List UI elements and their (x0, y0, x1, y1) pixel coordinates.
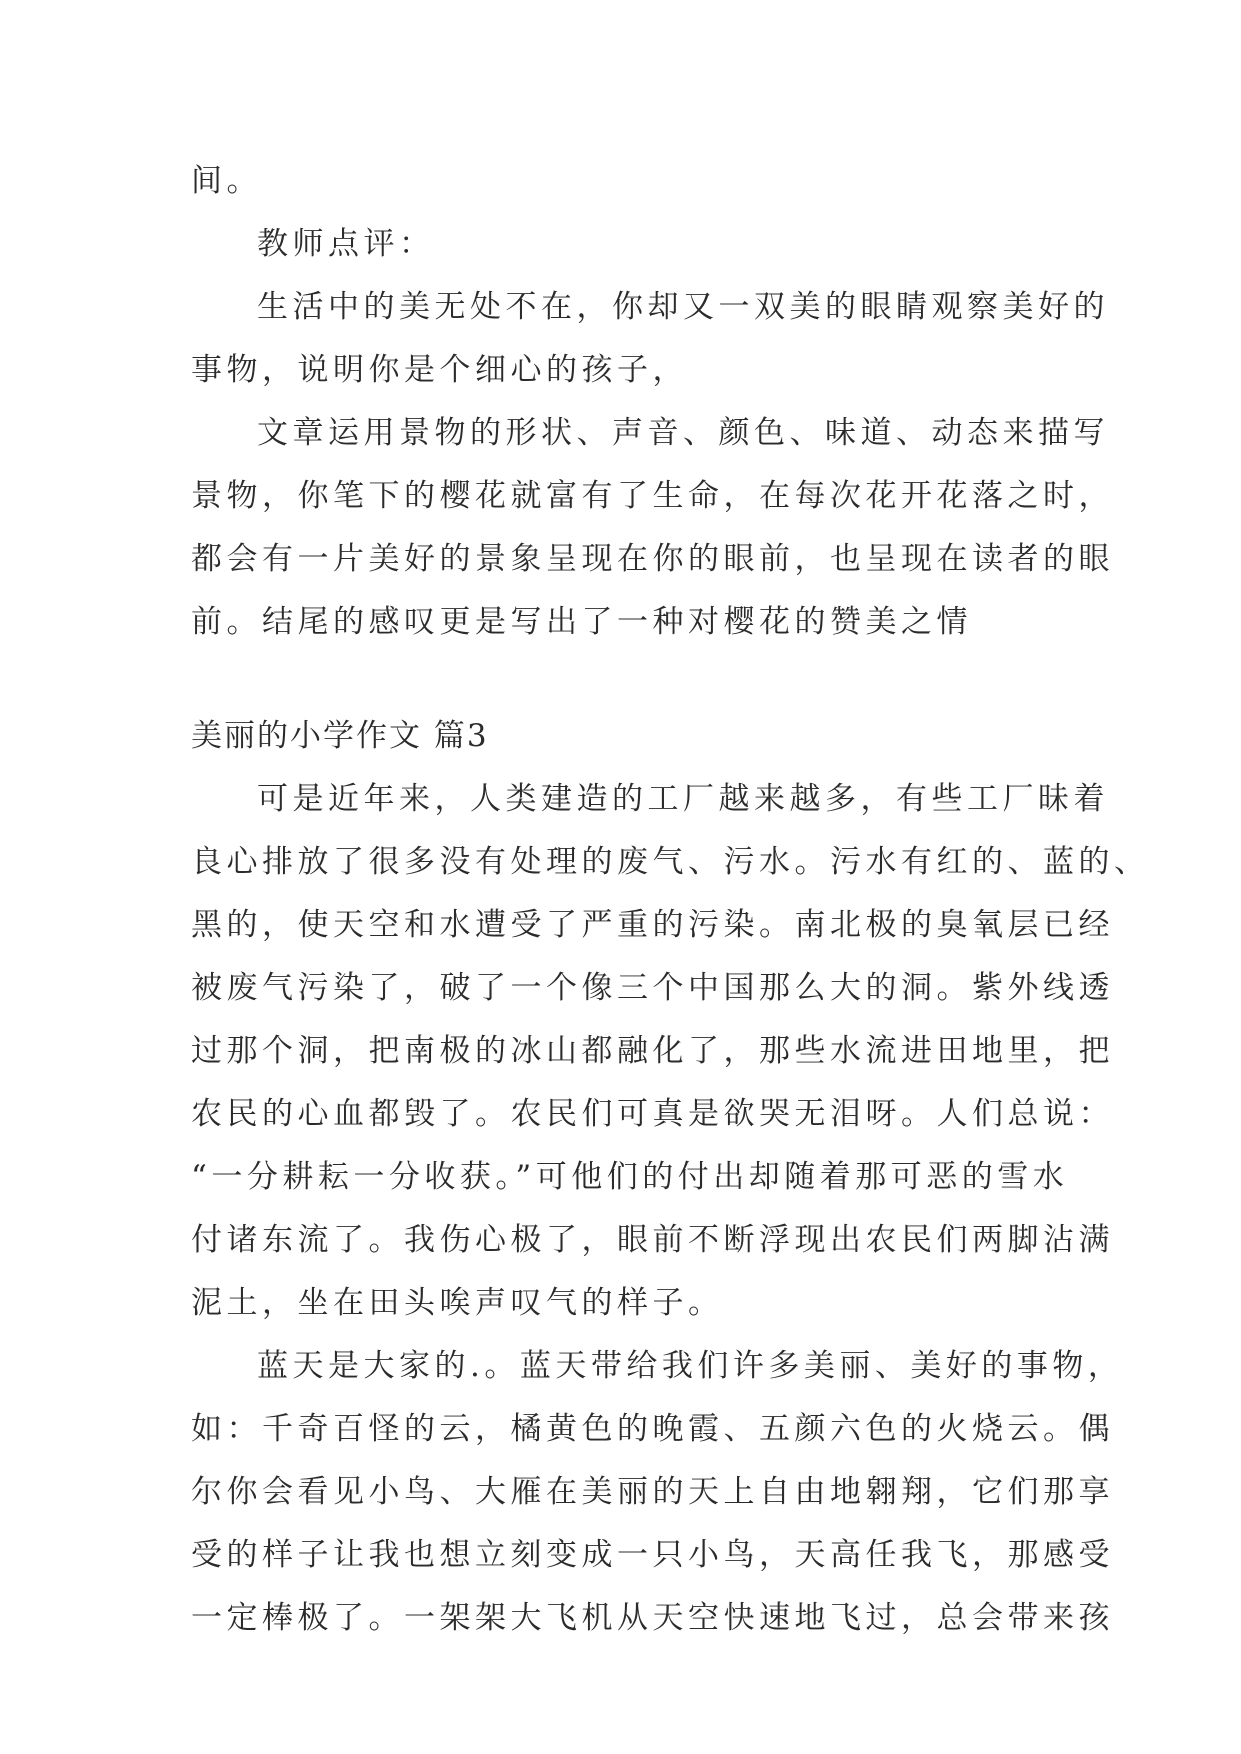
text-line: 可是近年来，人类建造的工厂越来越多，有些工厂昧着 (257, 781, 1109, 817)
text-line: 尔你会看见小鸟、大雁在美丽的天上自由地翱翔，它们那享 (191, 1474, 1114, 1510)
text-line: 被废气污染了，破了一个像三个中国那么大的洞。紫外线透 (191, 970, 1114, 1006)
teacher-comment-paragraph-1 (191, 276, 1109, 402)
paragraph-tail-line: 间。 (191, 163, 262, 199)
text-line: 黑的，使天空和水遭受了严重的污染。南北极的臭氧层已经 (191, 907, 1114, 943)
document-body (191, 150, 1150, 1650)
text-line: 前。结尾的感叹更是写出了一种对樱花的赞美之情 (191, 604, 972, 640)
text-line: 付诸东流了。我伤心极了，眼前不断浮现出农民们两脚沾满 (191, 1222, 1114, 1258)
text-line: 文章运用景物的形状、声音、颜色、味道、动态来描写 (257, 415, 1109, 451)
text-line: “一分耕耘一分收获。”可他们的付出却随着那可恶的雪水 (191, 1159, 1069, 1195)
text-line: 景物，你笔下的樱花就富有了生命，在每次花开花落之时， (191, 478, 1114, 514)
essay-paragraph-2 (191, 1335, 1124, 1650)
section-spacer (191, 654, 1051, 705)
essay-paragraph-1 (191, 768, 1150, 1335)
text-line: 农民的心血都毁了。农民们可真是欲哭无泪呀。人们总说： (191, 1096, 1114, 1132)
section-title: 美丽的小学作文 篇3 (191, 718, 489, 754)
teacher-comment-label: 教师点评： (257, 226, 435, 262)
text-line: 泥土，坐在田头唉声叹气的样子。 (191, 1285, 724, 1321)
text-line: 良心排放了很多没有处理的废气、污水。污水有红的、蓝的、 (191, 844, 1150, 880)
teacher-comment-paragraph-2 (191, 402, 1114, 654)
text-line: 过那个洞，把南极的冰山都融化了，那些水流进田地里，把 (191, 1033, 1114, 1069)
text-line: 事物，说明你是个细心的孩子， (191, 352, 688, 388)
text-line: 一定棒极了。一架架大飞机从天空快速地飞过，总会带来孩 (191, 1600, 1114, 1636)
text-line: 都会有一片美好的景象呈现在你的眼前，也呈现在读者的眼 (191, 541, 1114, 577)
text-line: 如：千奇百怪的云，橘黄色的晚霞、五颜六色的火烧云。偶 (191, 1411, 1114, 1447)
text-line: 受的样子让我也想立刻变成一只小鸟，天高任我飞，那感受 (191, 1537, 1114, 1573)
text-line: 生活中的美无处不在，你却又一双美的眼睛观察美好的 (257, 289, 1109, 325)
text-line: 蓝天是大家的.。蓝天带给我们许多美丽、美好的事物， (257, 1348, 1124, 1384)
